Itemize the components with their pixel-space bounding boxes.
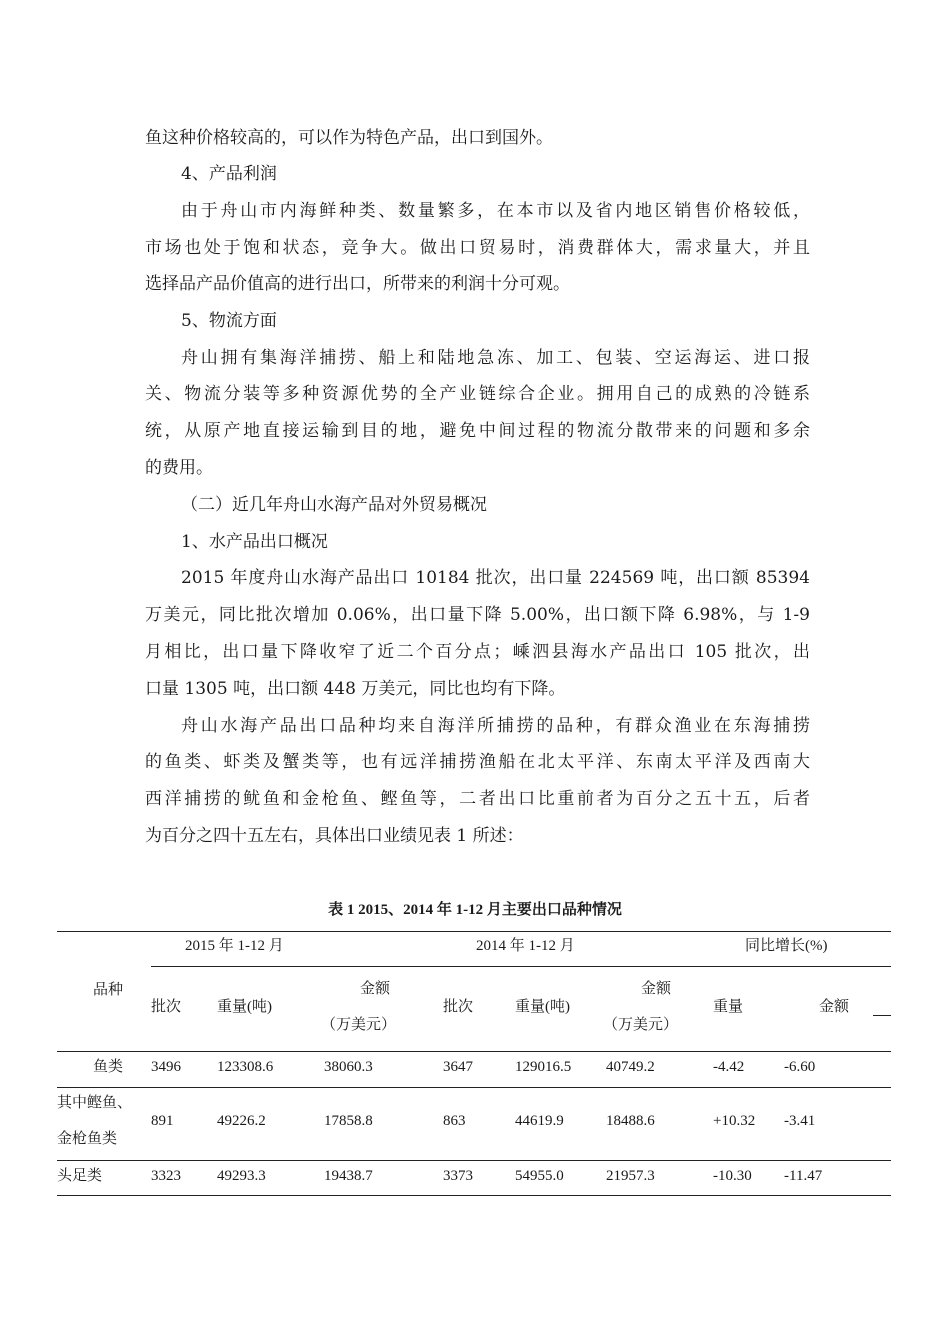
section-heading: 4、产品利润: [181, 164, 277, 184]
table-row-rule: [57, 1087, 891, 1088]
cell-batches-2015: 3323: [151, 1168, 181, 1184]
paragraph-line: 的费用。: [145, 458, 213, 478]
cell-amount-2014: 21957.3: [606, 1168, 655, 1184]
header-2014: 2014 年 1-12 月: [476, 938, 575, 954]
cell-amount-2015: 17858.8: [324, 1113, 373, 1129]
paragraph-line: 万美元，同比批次增加 0.06%，出口量下降 5.00%，出口额下降 6.98%，与 1-9: [145, 605, 810, 625]
cell-weight-2015: 49226.2: [217, 1113, 266, 1129]
paragraph-line: 月相比，出口量下降收窄了近二个百分点；嵊泗县海水产品出口 105 批次，出: [145, 642, 810, 662]
cell-weight-2014: 54955.0: [515, 1168, 564, 1184]
header-amount-unit-2015: （万美元）: [321, 1017, 397, 1033]
cell-weight-2015: 49293.3: [217, 1168, 266, 1184]
paragraph-line: 2015 年度舟山水海产品出口 10184 批次，出口量 224569 吨，出口额 85394: [181, 568, 810, 588]
header-amount-unit-2014: （万美元）: [603, 1017, 679, 1033]
paragraph-line: 舟山拥有集海洋捕捞、船上和陆地急冻、加工、包装、空运海运、进口报: [181, 348, 810, 368]
cell-batches-2014: 863: [443, 1113, 466, 1129]
cell-amount-2015: 19438.7: [324, 1168, 373, 1184]
paragraph-line: 关、物流分装等多种资源优势的全产业链综合企业。拥用自己的成熟的冷链系: [145, 384, 810, 404]
table-top-rule: [57, 931, 891, 932]
cell-batches-2015: 891: [151, 1113, 174, 1129]
paragraph-line: 西洋捕捞的鱿鱼和金枪鱼、鲣鱼等，二者出口比重前者为百分之五十五，后者: [145, 789, 810, 809]
section-heading: 5、物流方面: [181, 311, 277, 331]
table-caption: 表 1 2015、2014 年 1-12 月主要出口品种情况: [328, 902, 622, 918]
cell-amount-2015: 38060.3: [324, 1059, 373, 1075]
header-variety: 品种: [93, 982, 124, 998]
table-row-rule: [57, 1160, 891, 1161]
table-header-rule: [57, 1051, 891, 1052]
header-2015: 2015 年 1-12 月: [185, 938, 284, 954]
cell-growth-weight: -4.42: [713, 1059, 745, 1075]
table-stray-mark: [873, 1015, 891, 1016]
section-heading: 1、水产品出口概况: [181, 532, 328, 552]
header-growth-weight: 重量: [713, 999, 744, 1015]
cell-growth-weight: +10.32: [713, 1113, 756, 1129]
cell-weight-2014: 129016.5: [515, 1059, 572, 1075]
header-amount-2015: 金额: [360, 981, 391, 997]
row-variety: 金枪鱼类: [57, 1131, 118, 1147]
table-bottom-rule: [57, 1195, 891, 1196]
cell-amount-2014: 18488.6: [606, 1113, 655, 1129]
cell-batches-2015: 3496: [151, 1059, 181, 1075]
header-yoy: 同比增长(%): [745, 938, 828, 954]
paragraph-line: 统，从原产地直接运输到目的地，避免中间过程的物流分散带来的问题和多余: [145, 421, 810, 441]
cell-growth-amount: -6.60: [784, 1059, 816, 1075]
paragraph-line: 市场也处于饱和状态，竞争大。做出口贸易时，消费群体大，需求量大，并且: [145, 238, 810, 258]
table-group-rule: [151, 966, 891, 967]
row-variety: 其中鲣鱼、: [57, 1095, 133, 1111]
section-heading: （二）近几年舟山水海产品对外贸易概况: [181, 495, 487, 515]
paragraph-line: 舟山水海产品出口品种均来自海洋所捕捞的品种，有群众渔业在东海捕捞: [181, 716, 810, 736]
row-variety: 鱼类: [93, 1059, 124, 1075]
cell-batches-2014: 3373: [443, 1168, 473, 1184]
header-amount-2014: 金额: [641, 981, 672, 997]
header-growth-amount: 金额: [819, 999, 850, 1015]
cell-batches-2014: 3647: [443, 1059, 473, 1075]
header-weight-2015: 重量(吨): [217, 999, 272, 1015]
paragraph-line: 由于舟山市内海鲜种类、数量繁多，在本市以及省内地区销售价格较低，: [181, 201, 810, 221]
paragraph-line: 口量 1305 吨，出口额 448 万美元，同比也均有下降。: [145, 679, 566, 699]
header-batches-2015: 批次: [151, 999, 182, 1015]
header-batches-2014: 批次: [443, 999, 474, 1015]
paragraph-line: 的鱼类、虾类及蟹类等，也有远洋捕捞渔船在北太平洋、东南太平洋及西南大: [145, 752, 810, 772]
cell-weight-2015: 123308.6: [217, 1059, 274, 1075]
row-variety: 头足类: [57, 1168, 103, 1184]
cell-weight-2014: 44619.9: [515, 1113, 564, 1129]
paragraph-line: 选择品产品价值高的进行出口，所带来的利润十分可观。: [145, 274, 570, 294]
cell-growth-amount: -11.47: [784, 1168, 823, 1184]
paragraph-line: 鱼这种价格较高的，可以作为特色产品，出口到国外。: [145, 128, 553, 148]
header-weight-2014: 重量(吨): [515, 999, 570, 1015]
cell-growth-weight: -10.30: [713, 1168, 752, 1184]
cell-amount-2014: 40749.2: [606, 1059, 655, 1075]
paragraph-line: 为百分之四十五左右，具体出口业绩见表 1 所述：: [145, 826, 524, 846]
cell-growth-amount: -3.41: [784, 1113, 816, 1129]
